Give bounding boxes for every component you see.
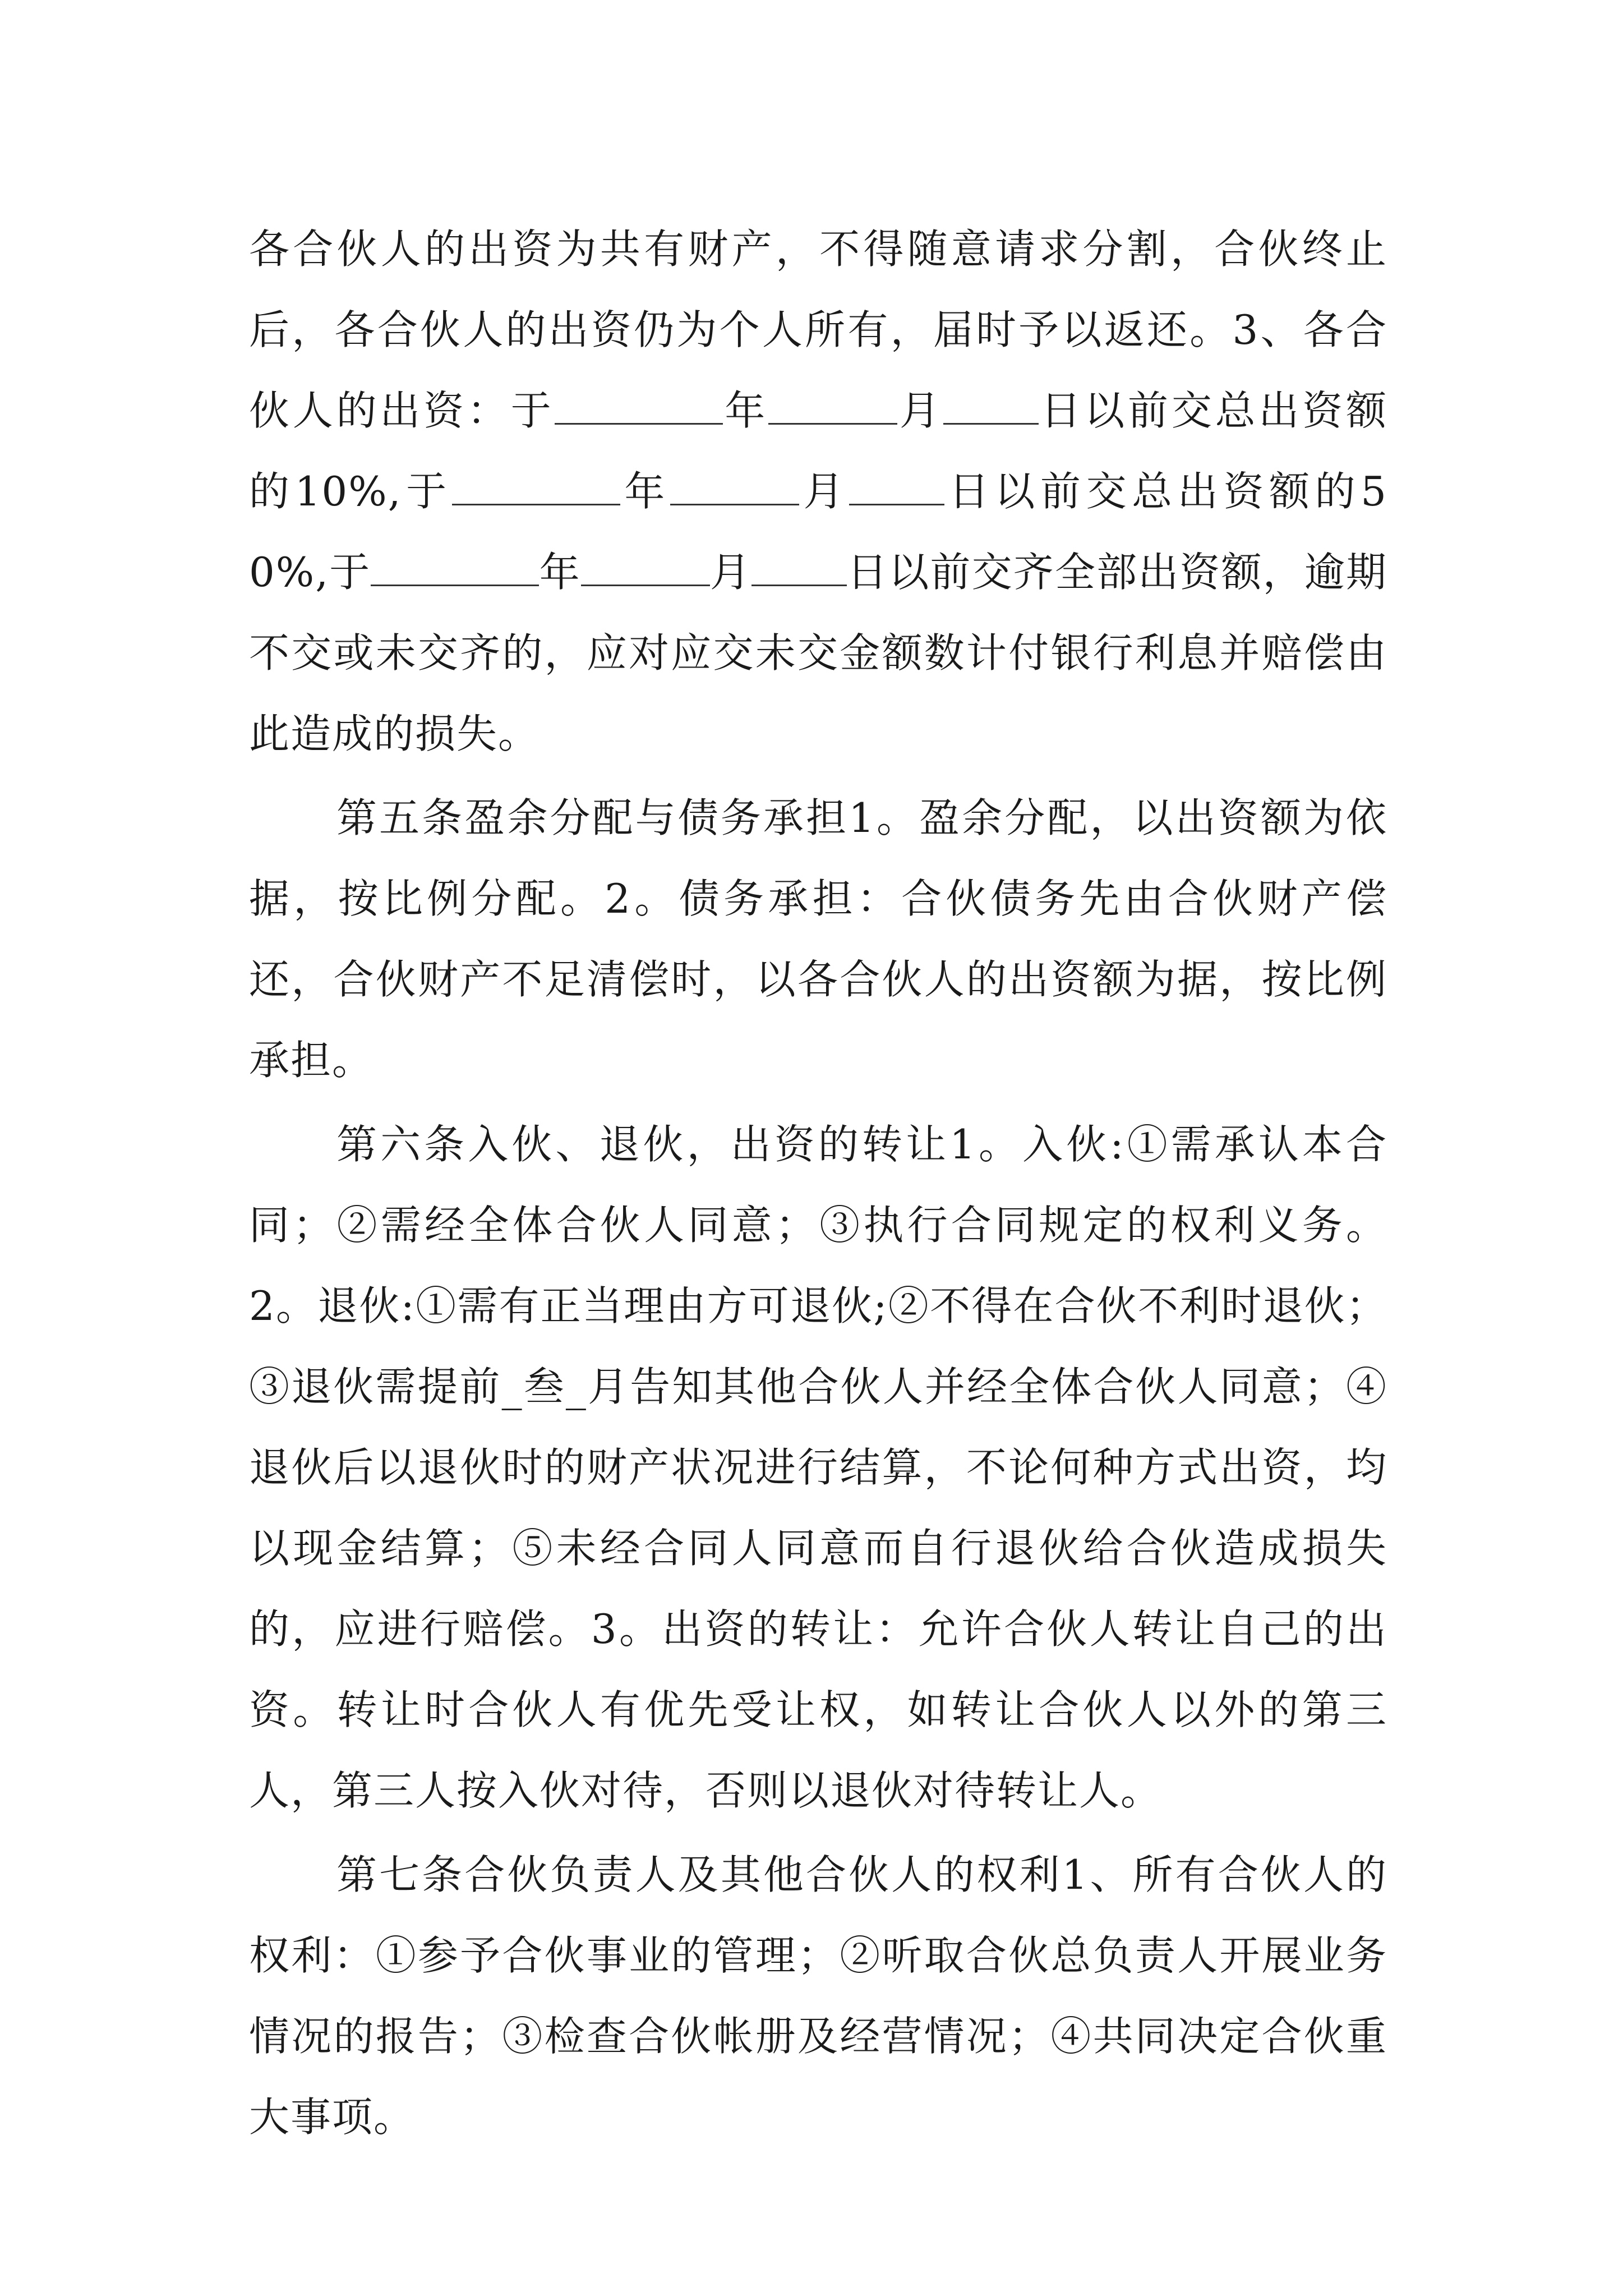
day-blank-1 — [943, 389, 1039, 425]
year-label-1: 年 — [722, 387, 769, 434]
year-label-3: 年 — [539, 549, 581, 596]
document-body — [249, 209, 1387, 2161]
year-blank-1 — [555, 389, 723, 425]
contribution-text-4: 日以前交齐全部出资额，逾期不交或未交齐的，应对应交未交金额数计付银行利息并赔偿由此造成的损失。 — [249, 549, 1387, 757]
year-label-2: 年 — [620, 468, 670, 515]
month-blank-1 — [768, 389, 897, 425]
contribution-text-2: 日以前交总出资额的10%,于 — [249, 387, 1387, 515]
month-label-2: 月 — [799, 468, 850, 515]
paragraph-article-7: 第七条合伙负责人及其他合伙人的权利1、所有合伙人的权利：①参予合伙事业的管理；②听取合伙总负责人开展业务情况的报告；③检查合伙帐册及经营情况；④共同决定合伙重大事项。 — [249, 1851, 1387, 2141]
paragraph-article-5: 第五条盈余分配与债务承担1。盈余分配，以出资额为依据，按比例分配。2。债务承担：合伙债务先由合伙财产偿还，合伙财产不足清偿时，以各合伙人的出资额为据，按比例承担。 — [249, 794, 1387, 1084]
contribution-text-3: 日以前交总出资额的50%,于 — [249, 468, 1388, 596]
paragraph-article-6: 第六条入伙、退伙，出资的转让1。入伙:①需承认本合同；②需经全体合伙人同意；③执行合同规定的权利义务。2。退伙:①需有正当理由方可退伙;②不得在合伙不利时退伙；③退伙需提前_叁_月告知其他合伙人并经全体合伙人同意；④退伙后以退伙时的财产状况进行结算，不论何种方式出资，均以现金结算；⑤未经合同人同意而自行退伙给合伙造成损失的，应进行赔偿。3。出资的转让：允许合伙人转让自己的出资。转让时合伙人有优先受让权，如转让合伙人以外的第三人，第三人按入伙对待，否则以退伙对待转让人。 — [249, 1121, 1387, 1814]
month-label-3: 月 — [709, 549, 752, 596]
paragraph-contribution — [249, 209, 1387, 774]
month-label-1: 月 — [897, 387, 943, 434]
month-blank-2 — [670, 470, 799, 505]
year-blank-3 — [371, 551, 539, 586]
month-blank-3 — [581, 551, 710, 586]
contribution-text-1: 各合伙人的出资为共有财产，不得随意请求分割，合伙终止后，各合伙人的出资仍为个人所有，届时予以返还。3、各合伙人的出资：于 — [249, 226, 1387, 434]
day-blank-2 — [849, 470, 944, 505]
day-blank-3 — [751, 551, 847, 586]
year-blank-2 — [452, 470, 620, 505]
